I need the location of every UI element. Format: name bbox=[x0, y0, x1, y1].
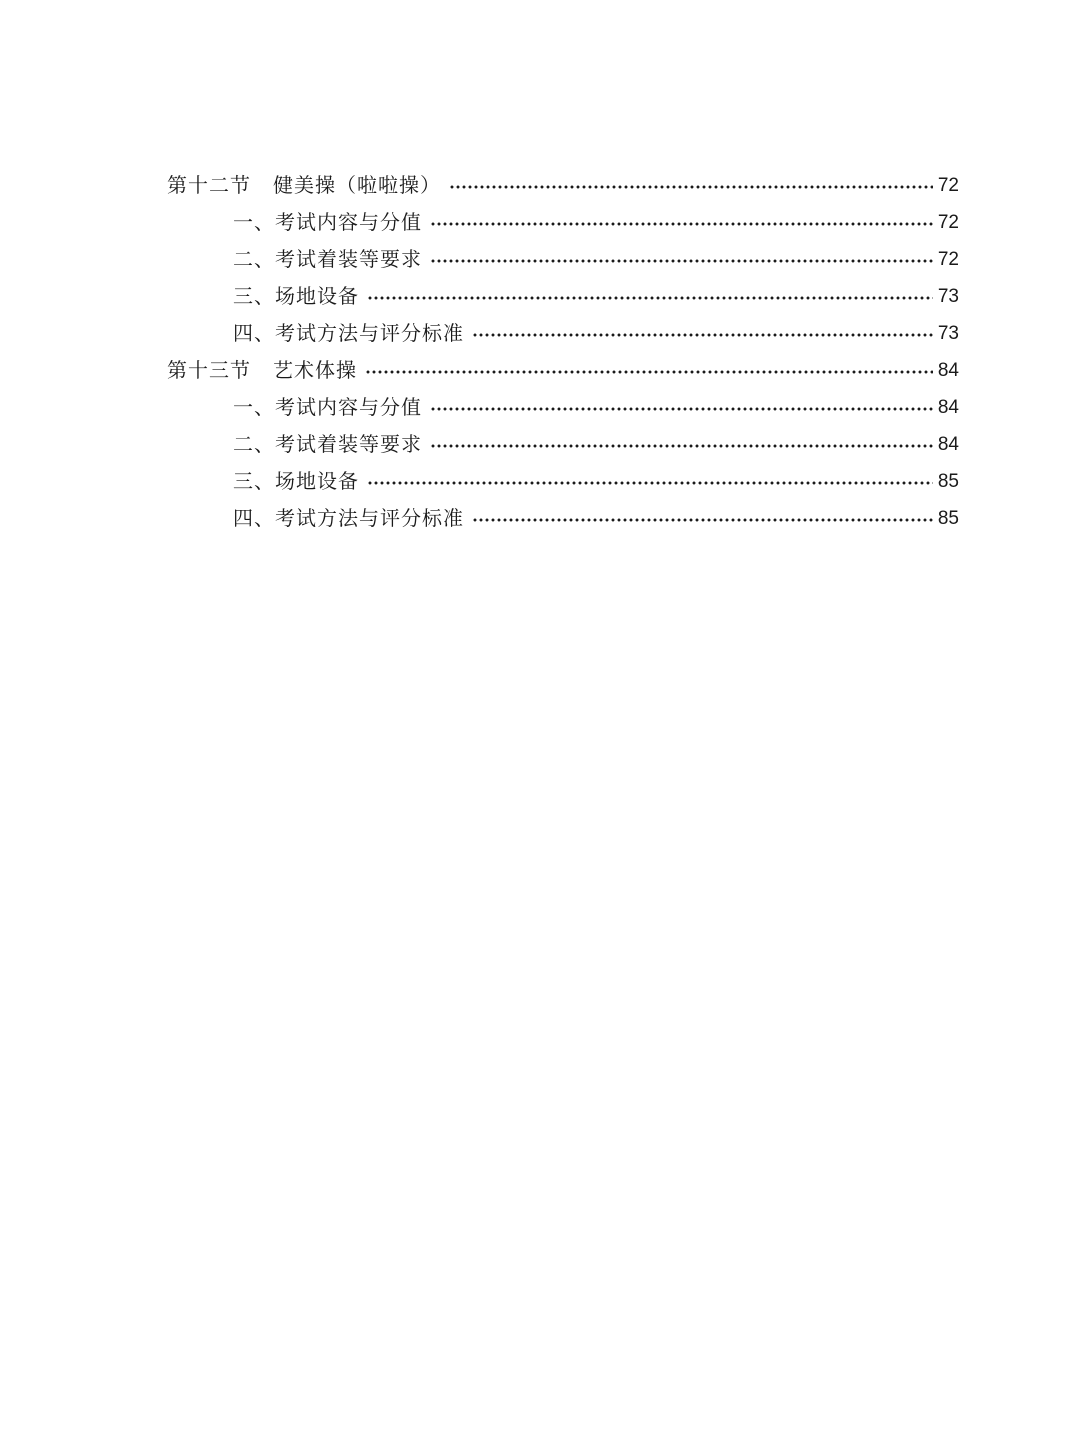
dot-leader bbox=[367, 296, 933, 300]
dot-leader bbox=[367, 481, 933, 485]
subsection-title: 四、考试方法与评分标准 bbox=[233, 506, 464, 530]
section-title: 艺术体操 bbox=[273, 358, 357, 382]
page-number: 73 bbox=[937, 323, 959, 344]
toc-entry-section-13[interactable] bbox=[167, 352, 959, 389]
dot-leader bbox=[430, 259, 933, 263]
toc-entry-13-1[interactable] bbox=[167, 389, 959, 426]
subsection-title: 一、考试内容与分值 bbox=[233, 395, 422, 419]
toc-entry-13-3[interactable] bbox=[167, 463, 959, 500]
section-title: 健美操（啦啦操） bbox=[273, 173, 441, 197]
dot-leader bbox=[449, 185, 933, 189]
subsection-title: 四、考试方法与评分标准 bbox=[233, 321, 464, 345]
toc-entry-section-12[interactable] bbox=[167, 167, 959, 204]
toc-entry-12-2[interactable] bbox=[167, 241, 959, 278]
dot-leader bbox=[430, 444, 933, 448]
table-of-contents bbox=[167, 167, 959, 537]
page-number: 73 bbox=[937, 286, 959, 307]
toc-entry-13-4[interactable] bbox=[167, 500, 959, 537]
dot-leader bbox=[472, 518, 933, 522]
dot-leader bbox=[430, 222, 933, 226]
section-number: 第十二节 bbox=[167, 173, 251, 197]
subsection-title: 三、场地设备 bbox=[233, 284, 359, 308]
page-number: 72 bbox=[937, 212, 959, 233]
page-number: 84 bbox=[937, 434, 959, 455]
section-number: 第十三节 bbox=[167, 358, 251, 382]
subsection-title: 二、考试着装等要求 bbox=[233, 432, 422, 456]
dot-leader bbox=[430, 407, 933, 411]
dot-leader bbox=[365, 370, 933, 374]
subsection-title: 三、场地设备 bbox=[233, 469, 359, 493]
toc-entry-12-3[interactable] bbox=[167, 278, 959, 315]
toc-entry-13-2[interactable] bbox=[167, 426, 959, 463]
subsection-title: 一、考试内容与分值 bbox=[233, 210, 422, 234]
page-number: 85 bbox=[937, 508, 959, 529]
page-number: 72 bbox=[937, 249, 959, 270]
dot-leader bbox=[472, 333, 933, 337]
page-number: 84 bbox=[937, 360, 959, 381]
page-number: 72 bbox=[937, 175, 959, 196]
toc-entry-12-4[interactable] bbox=[167, 315, 959, 352]
page-number: 85 bbox=[937, 471, 959, 492]
page-number: 84 bbox=[937, 397, 959, 418]
toc-entry-12-1[interactable] bbox=[167, 204, 959, 241]
subsection-title: 二、考试着装等要求 bbox=[233, 247, 422, 271]
